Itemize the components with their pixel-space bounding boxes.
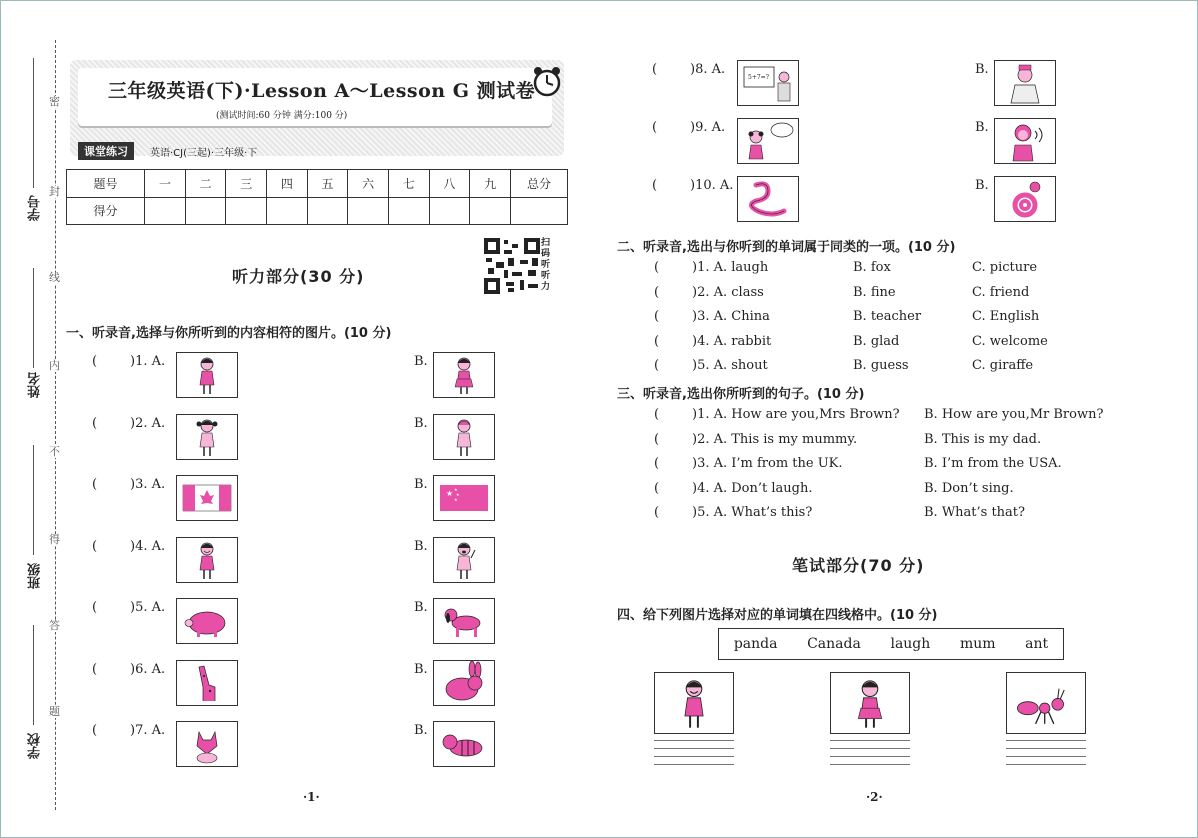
word-bank — [718, 628, 1064, 660]
answer-blank[interactable]: ( — [654, 407, 660, 422]
seal-char: 题 — [49, 705, 60, 718]
score-cell[interactable] — [470, 197, 511, 225]
question-number: )3. A. — [130, 477, 166, 492]
option-b-picture[interactable] — [433, 352, 495, 398]
option-a: )5. A. What’s this? — [692, 505, 813, 520]
question-number: )1. A. — [130, 354, 166, 369]
question-number: )6. A. — [130, 661, 166, 677]
option-b-picture[interactable] — [433, 414, 495, 460]
giraffe-icon — [177, 661, 237, 705]
answer-blank[interactable]: ( — [652, 178, 658, 193]
brand-tag: 课堂练习 — [78, 142, 134, 160]
option-a: )4. A. Don’t laugh. — [692, 480, 813, 496]
option-b-picture[interactable] — [433, 721, 495, 767]
score-header: 九 — [470, 170, 511, 198]
page-number-2: ·2· — [866, 790, 883, 804]
binding-dash-line — [55, 40, 56, 810]
dog-icon — [434, 599, 494, 643]
snake-coil-icon — [995, 177, 1055, 221]
option-a-picture[interactable] — [176, 414, 238, 460]
seal-char: 得 — [49, 533, 60, 546]
snake-icon — [738, 177, 798, 221]
answer-blank[interactable]: ( — [92, 354, 98, 369]
score-cell[interactable] — [348, 197, 389, 225]
score-header: 八 — [429, 170, 470, 198]
word-bank-item: panda — [733, 636, 778, 652]
score-cell[interactable] — [388, 197, 429, 225]
four-line-grid[interactable] — [654, 740, 734, 770]
svg-text:★: ★ — [456, 492, 460, 497]
option-a-picture[interactable] — [737, 176, 799, 222]
seal-char: 密 — [49, 95, 60, 108]
answer-blank[interactable]: ( — [654, 456, 660, 471]
question-number: )8. A. — [690, 62, 726, 77]
girl-pigtails-icon — [177, 415, 237, 459]
score-header: 二 — [185, 170, 226, 198]
option-b-label: B. — [975, 120, 989, 135]
girl-call-icon — [995, 119, 1055, 163]
option-a: )5. A. shout — [692, 358, 768, 373]
option-b-picture[interactable] — [994, 176, 1056, 222]
seal-char: 答 — [49, 619, 60, 632]
section4-picture[interactable] — [654, 672, 734, 734]
option-b-label: B. — [414, 415, 428, 431]
option-a: )2. A. This is my mummy. — [692, 431, 858, 447]
woman-laugh-icon — [655, 673, 733, 733]
score-cell[interactable] — [511, 197, 568, 225]
four-line-grid[interactable] — [1006, 740, 1086, 770]
girl-dress-icon — [831, 673, 909, 733]
score-cell[interactable] — [307, 197, 348, 225]
writing-part-title: 笔试部分(70 分) — [792, 556, 925, 575]
answer-blank[interactable]: ( — [652, 62, 658, 77]
score-cell[interactable] — [267, 197, 308, 225]
answer-blank[interactable]: ( — [654, 480, 660, 496]
option-b: B. This is my dad. — [924, 431, 1042, 447]
answer-blank[interactable]: ( — [92, 477, 98, 492]
answer-blank[interactable]: ( — [92, 600, 98, 615]
option-a-picture[interactable] — [176, 352, 238, 398]
option-b: B. glad — [853, 333, 900, 349]
option-a: )4. A. rabbit — [692, 333, 772, 349]
school-label: 学校 — [28, 733, 43, 759]
question-number: )5. A. — [130, 600, 166, 615]
option-b: B. What’s that? — [924, 505, 1026, 520]
option-a: )1. A. laugh — [692, 260, 769, 275]
fill-line — [33, 58, 34, 188]
fill-line — [33, 445, 34, 555]
option-a: )3. A. China — [692, 309, 770, 324]
girl-think-icon — [738, 119, 798, 163]
score-cell[interactable] — [429, 197, 470, 225]
girl-dress-icon — [434, 353, 494, 397]
score-row-label: 得分 — [67, 197, 145, 225]
option-b-picture[interactable] — [994, 60, 1056, 106]
option-b: B. How are you,Mr Brown? — [924, 407, 1104, 422]
exam-title: 三年级英语(下)·Lesson A～Lesson G 测试卷 — [108, 80, 536, 102]
listening-part-title: 听力部分(30 分) — [232, 267, 365, 286]
option-b: B. Don’t sing. — [924, 480, 1014, 496]
class-label: 班级 — [28, 563, 43, 589]
answer-blank[interactable]: ( — [654, 260, 660, 275]
section4-heading: 四、给下列图片选择对应的单词填在四线格中。(10 分) — [617, 608, 938, 623]
answer-blank[interactable]: ( — [654, 431, 660, 447]
boy-shout-icon — [434, 538, 494, 582]
fox-icon — [177, 722, 237, 766]
girl-side-icon — [434, 415, 494, 459]
woman-laugh-icon — [177, 538, 237, 582]
score-cell[interactable] — [185, 197, 226, 225]
option-c: C. welcome — [972, 333, 1048, 349]
question-number: )7. A. — [130, 723, 166, 738]
question-number: )10. A. — [690, 178, 734, 193]
option-b-label: B. — [414, 600, 428, 615]
option-a-picture[interactable] — [176, 660, 238, 706]
answer-blank[interactable]: ( — [654, 358, 660, 373]
option-a: )2. A. class — [692, 284, 764, 300]
option-b: B. guess — [853, 358, 909, 373]
option-b: B. fine — [853, 284, 896, 300]
option-c: C. giraffe — [972, 358, 1034, 373]
answer-blank[interactable]: ( — [654, 309, 660, 324]
seal-char: 线 — [49, 271, 60, 284]
score-table — [66, 169, 568, 225]
option-b-label: B. — [414, 723, 428, 738]
option-b-picture[interactable] — [433, 475, 495, 521]
option-a-picture[interactable] — [737, 60, 799, 106]
pig-icon — [177, 599, 237, 643]
score-header: 题号 — [67, 170, 145, 198]
question-number: )2. A. — [130, 415, 166, 431]
score-header: 四 — [267, 170, 308, 198]
option-a: )3. A. I’m from the UK. — [692, 456, 843, 471]
option-b-label: B. — [975, 62, 989, 77]
score-cell[interactable] — [145, 197, 186, 225]
score-header: 六 — [348, 170, 389, 198]
answer-blank[interactable]: ( — [654, 284, 660, 300]
doctor-icon — [995, 61, 1055, 105]
option-b-picture[interactable] — [433, 660, 495, 706]
option-a-picture[interactable] — [176, 721, 238, 767]
svg-text:5+7=?: 5+7=? — [748, 74, 769, 81]
seal-char: 不 — [49, 445, 60, 458]
ant-icon — [1007, 673, 1085, 733]
section4-picture[interactable] — [1006, 672, 1086, 734]
question-number: )4. A. — [130, 538, 166, 554]
seal-char: 内 — [49, 359, 60, 372]
score-header: 三 — [226, 170, 267, 198]
student-id-label: 学号 — [28, 195, 43, 221]
option-c: C. picture — [972, 260, 1038, 275]
teacher-board-icon — [738, 61, 798, 105]
page-number-1: ·1· — [303, 790, 320, 804]
option-a-picture[interactable] — [176, 537, 238, 583]
option-a-picture[interactable] — [737, 118, 799, 164]
question-number: )9. A. — [690, 120, 726, 135]
fill-line — [33, 268, 34, 368]
alarm-clock-icon — [530, 64, 564, 98]
answer-blank[interactable]: ( — [652, 120, 658, 135]
score-header: 五 — [307, 170, 348, 198]
brand-text: 英语·CJ(三起)·三年级·下 — [150, 148, 258, 159]
word-bank-item: Canada — [807, 636, 861, 652]
score-header: 一 — [145, 170, 186, 198]
option-b-picture[interactable] — [433, 598, 495, 644]
brand-banner — [70, 142, 564, 158]
qr-caption: 扫码听听力 — [541, 238, 551, 292]
option-b-label: B. — [975, 178, 989, 193]
option-b-label: B. — [414, 538, 428, 554]
word-bank-item: ant — [1025, 636, 1049, 652]
china-flag-icon — [434, 476, 494, 520]
svg-text:★: ★ — [454, 497, 458, 502]
option-b: B. I’m from the USA. — [924, 456, 1062, 471]
name-label: 姓名 — [28, 372, 43, 398]
score-header: 七 — [388, 170, 429, 198]
option-a-picture[interactable] — [176, 475, 238, 521]
svg-text:★: ★ — [446, 489, 454, 498]
answer-blank[interactable]: ( — [654, 333, 660, 349]
option-b: B. teacher — [853, 309, 922, 324]
option-b-picture[interactable] — [433, 537, 495, 583]
option-a: )1. A. How are you,Mrs Brown? — [692, 407, 900, 422]
four-line-grid[interactable] — [830, 740, 910, 770]
word-bank-item: laugh — [890, 636, 931, 652]
answer-blank[interactable]: ( — [92, 723, 98, 738]
answer-blank[interactable]: ( — [92, 415, 98, 431]
section4-picture[interactable] — [830, 672, 910, 734]
option-c: C. friend — [972, 284, 1030, 300]
svg-text:★: ★ — [454, 487, 458, 492]
option-b: B. fox — [853, 260, 891, 275]
section3-heading: 三、听录音,选出你所听到的句子。(10 分) — [617, 387, 865, 402]
answer-blank[interactable]: ( — [654, 505, 660, 520]
score-header: 总分 — [511, 170, 568, 198]
answer-blank[interactable]: ( — [92, 661, 98, 677]
option-b-label: B. — [414, 477, 428, 492]
section2-heading: 二、听录音,选出与你听到的单词属于同类的一项。(10 分) — [617, 240, 956, 255]
option-b-picture[interactable] — [994, 118, 1056, 164]
qr-code-icon[interactable] — [484, 238, 540, 294]
canada-flag-icon — [177, 476, 237, 520]
word-bank-item: mum — [959, 636, 996, 652]
fill-line — [33, 625, 34, 725]
tiger-icon — [434, 722, 494, 766]
answer-blank[interactable]: ( — [92, 538, 98, 554]
option-c: C. English — [972, 309, 1040, 324]
exam-subtitle: (测试时间:60 分钟 满分:100 分) — [216, 111, 348, 121]
girl-standing-icon — [177, 353, 237, 397]
option-a-picture[interactable] — [176, 598, 238, 644]
score-cell[interactable] — [226, 197, 267, 225]
seal-char: 封 — [49, 185, 60, 198]
option-b-label: B. — [414, 661, 428, 677]
section1-heading: 一、听录音,选择与你所听到的内容相符的图片。(10 分) — [66, 326, 392, 341]
option-b-label: B. — [414, 354, 428, 369]
rabbit-icon — [434, 661, 494, 705]
